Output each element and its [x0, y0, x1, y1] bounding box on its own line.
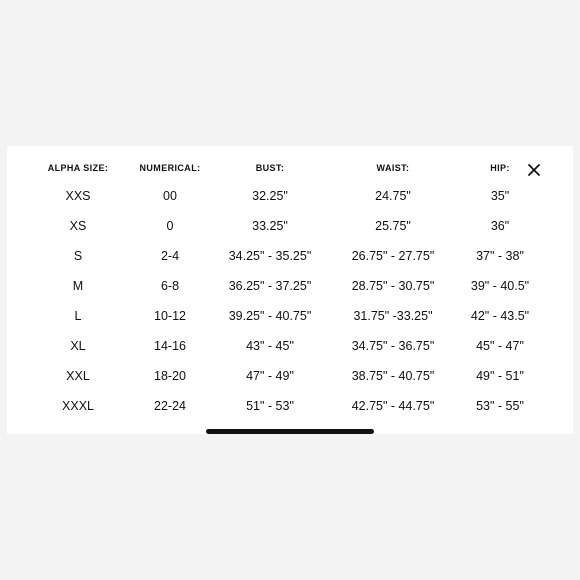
- hip-cell: 49" - 51": [476, 369, 524, 383]
- bust-cell: 33.25": [252, 219, 288, 233]
- hip-cell: 53" - 55": [476, 399, 524, 413]
- numerical-cell: 6-8: [160, 279, 180, 293]
- numerical-cell: 10-12: [154, 309, 186, 323]
- header-numerical: NUMERICAL:: [139, 163, 201, 173]
- waist-cell: 25.75": [375, 219, 411, 233]
- hip-cell: 36": [490, 219, 510, 233]
- table-row: [40, 301, 530, 331]
- waist-cell: 34.75" - 36.75": [351, 339, 435, 353]
- table-row: [40, 271, 530, 301]
- bust-cell: 32.25": [252, 189, 288, 203]
- table-row: [40, 331, 530, 361]
- table-row: [40, 241, 530, 271]
- table-row: [40, 211, 530, 241]
- header-bust: BUST:: [255, 163, 285, 173]
- table-row: [40, 181, 530, 211]
- hip-cell: 37" - 38": [476, 249, 524, 263]
- waist-cell: 38.75" - 40.75": [351, 369, 435, 383]
- hip-cell: 39" - 40.5": [470, 279, 530, 293]
- waist-cell: 31.75" -33.25": [353, 309, 433, 323]
- numerical-cell: 22-24: [154, 399, 186, 413]
- waist-cell: 28.75" - 30.75": [351, 279, 435, 293]
- alpha-size-cell: XXXL: [62, 399, 94, 413]
- numerical-cell: 2-4: [160, 249, 180, 263]
- table-row: [40, 361, 530, 391]
- hip-cell: 35": [490, 189, 510, 203]
- waist-cell: 24.75": [375, 189, 411, 203]
- bust-cell: 34.25" - 35.25": [228, 249, 312, 263]
- size-chart-table: [40, 155, 530, 421]
- table-row: [40, 391, 530, 421]
- header-hip: HIP:: [490, 163, 510, 173]
- hip-cell: 42" - 43.5": [470, 309, 530, 323]
- header-alpha-size: ALPHA SIZE:: [47, 163, 109, 173]
- bust-cell: 36.25" - 37.25": [228, 279, 312, 293]
- header-waist: WAIST:: [376, 163, 410, 173]
- bust-cell: 47" - 49": [246, 369, 294, 383]
- numerical-cell: 00: [163, 189, 177, 203]
- alpha-size-cell: XL: [70, 339, 86, 353]
- alpha-size-cell: L: [74, 309, 82, 323]
- alpha-size-cell: M: [72, 279, 84, 293]
- numerical-cell: 18-20: [154, 369, 186, 383]
- bust-cell: 39.25" - 40.75": [228, 309, 312, 323]
- numerical-cell: 14-16: [154, 339, 186, 353]
- alpha-size-cell: XS: [69, 219, 87, 233]
- alpha-size-cell: XXS: [65, 189, 91, 203]
- waist-cell: 26.75" - 27.75": [351, 249, 435, 263]
- bust-cell: 51" - 53": [246, 399, 294, 413]
- scroll-indicator[interactable]: [206, 429, 374, 434]
- numerical-cell: 0: [166, 219, 174, 233]
- header-row: [40, 155, 530, 181]
- hip-cell: 45" - 47": [476, 339, 524, 353]
- waist-cell: 42.75" - 44.75": [351, 399, 435, 413]
- bust-cell: 43" - 45": [246, 339, 294, 353]
- alpha-size-cell: XXL: [66, 369, 90, 383]
- alpha-size-cell: S: [73, 249, 83, 263]
